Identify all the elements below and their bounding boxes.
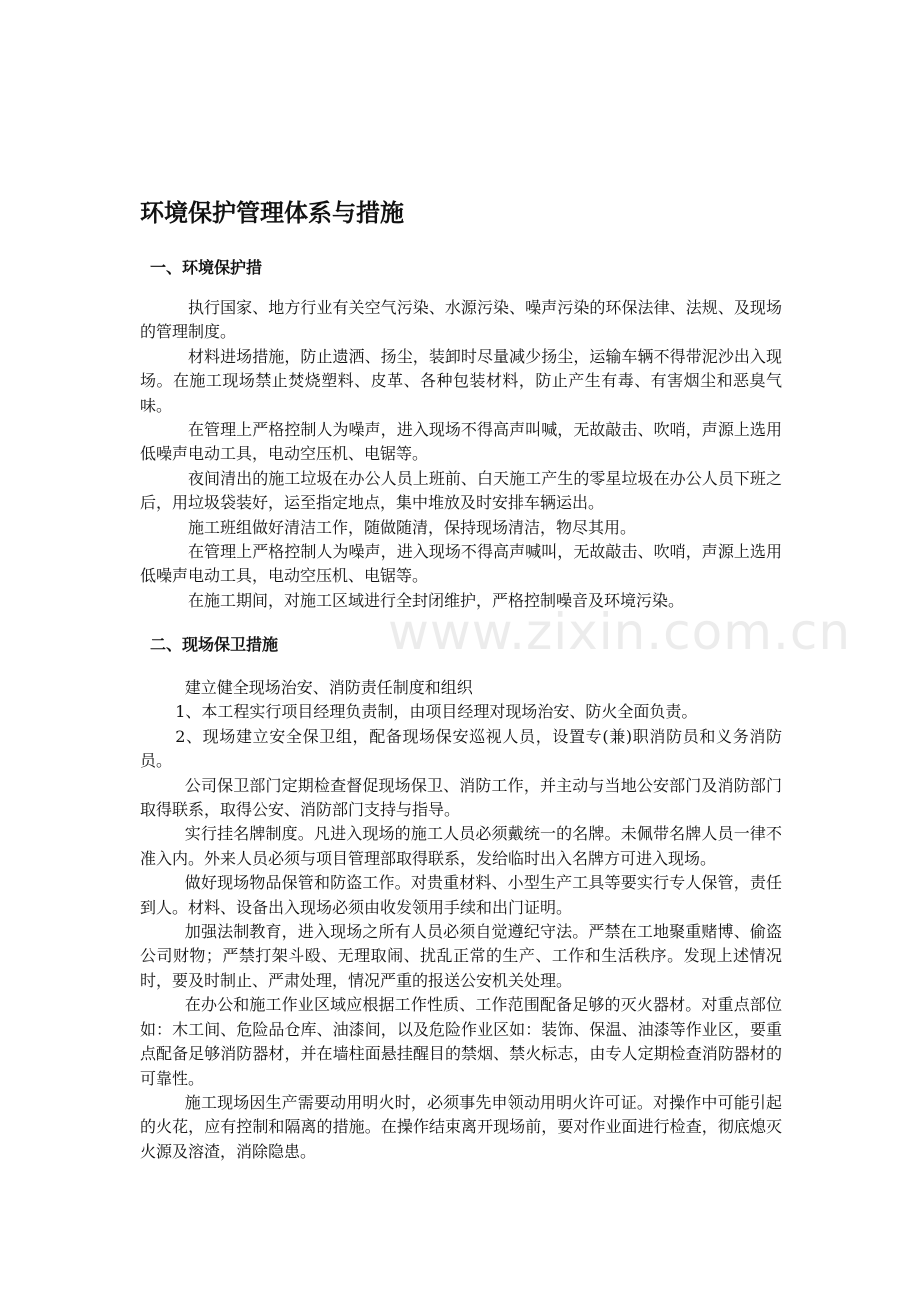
paragraph: 在施工期间，对施工区域进行全封闭维护，严格控制噪音及环境污染。 <box>188 590 685 610</box>
paragraph: 公司保卫部门定期检查督促现场保卫、消防工作，并主动与当地公安部门及消防部门取得联系，取得公安、消防部门支持与指导。 <box>140 775 782 820</box>
paragraph: 做好现场物品保管和防盗工作。对贵重材料、小型生产工具等要实行专人保管，责任到人。材料、设备出入现场必须由收发领用手续和出门证明。 <box>140 873 782 917</box>
paragraph: 实行挂名牌制度。凡进入现场的施工人员必须戴统一的名牌。未佩带名牌人员一律不准入内。外来人员必须与项目管理部取得联系，发给临时出入名牌方可进入现场。 <box>140 824 782 868</box>
section-heading-environment: 一、环境保护措 <box>150 258 263 277</box>
section-body-security <box>140 676 782 1164</box>
paragraph: 在管理上严格控制人为噪声，进入现场不得高声叫喊，无故敲击、吹哨，声源上选用低噪声电动工具，电动空压机、电锯等。 <box>140 420 782 464</box>
paragraph: 1、本工程实行项目经理负责制，由项目经理对现场治安、防火全面负责。 <box>175 702 698 722</box>
paragraph: 夜间清出的施工垃圾在办公人员上班前、白天施工产生的零星垃圾在办公人员下班之后，用垃圾袋装好，运至指定地点，集中堆放及时安排车辆运出。 <box>140 468 782 513</box>
document-title: 环境保护管理体系与措施 <box>140 199 404 227</box>
paragraph: 施工班组做好清洁工作，随做随清，保持现场清洁，物尽其用。 <box>188 517 637 537</box>
paragraph: 加强法制教育，进入现场之所有人员必须自觉遵纪守法。严禁在工地聚重赌博、偷盗公司财物；严禁打架斗殴、无理取闹、扰乱正常的生产、工作和生活秩序。发现上述情况时，要及时制止、严肃处理，情况严重的报送公安机关处理。 <box>140 922 782 990</box>
paragraph: 材料进场措施，防止遗洒、扬尘，装卸时尽量减少扬尘，运输车辆不得带泥沙出入现场。在施工现场禁止焚烧塑料、皮革、各种包装材料，防止产生有毒、有害烟尘和恶臭气味。 <box>140 346 782 415</box>
watermark: www.zixin.com.cn <box>388 603 852 661</box>
paragraph: 执行国家、地方行业有关空气污染、水源污染、噪声污染的环保法律、法规、及现场的管理制度。 <box>140 298 782 342</box>
paragraph: 在管理上严格控制人为噪声，进入现场不得高声喊叫，无故敲击、吹哨，声源上选用低噪声电动工具，电动空压机、电锯等。 <box>140 542 782 586</box>
section-heading-security: 二、现场保卫措施 <box>150 635 279 654</box>
paragraph: 2、现场建立安全保卫组，配备现场保安巡视人员，设置专(兼)职消防员和义务消防员。 <box>140 726 782 771</box>
section-body-environment <box>140 296 782 613</box>
paragraph: 建立健全现场治安、消防责任制度和组织 <box>184 678 473 697</box>
paragraph: 施工现场因生产需要动用明火时，必须事先申领动用明火许可证。对操作中可能引起的火花，应有控制和隔离的措施。在操作结束离开现场前，要对作业面进行检查，彻底熄灭火源及溶渣，消除隐患。 <box>140 1092 782 1161</box>
paragraph: 在办公和施工作业区域应根据工作性质、工作范围配备足够的灭火器材。对重点部位如：木工间、危险品仓库、油漆间，以及危险作业区如：装饰、保温、油漆等作业区，要重点配备足够消防器材，并在墙柱面悬挂醒目的禁烟、禁火标志，由专人定期检查消防器材的可靠性。 <box>140 995 782 1088</box>
